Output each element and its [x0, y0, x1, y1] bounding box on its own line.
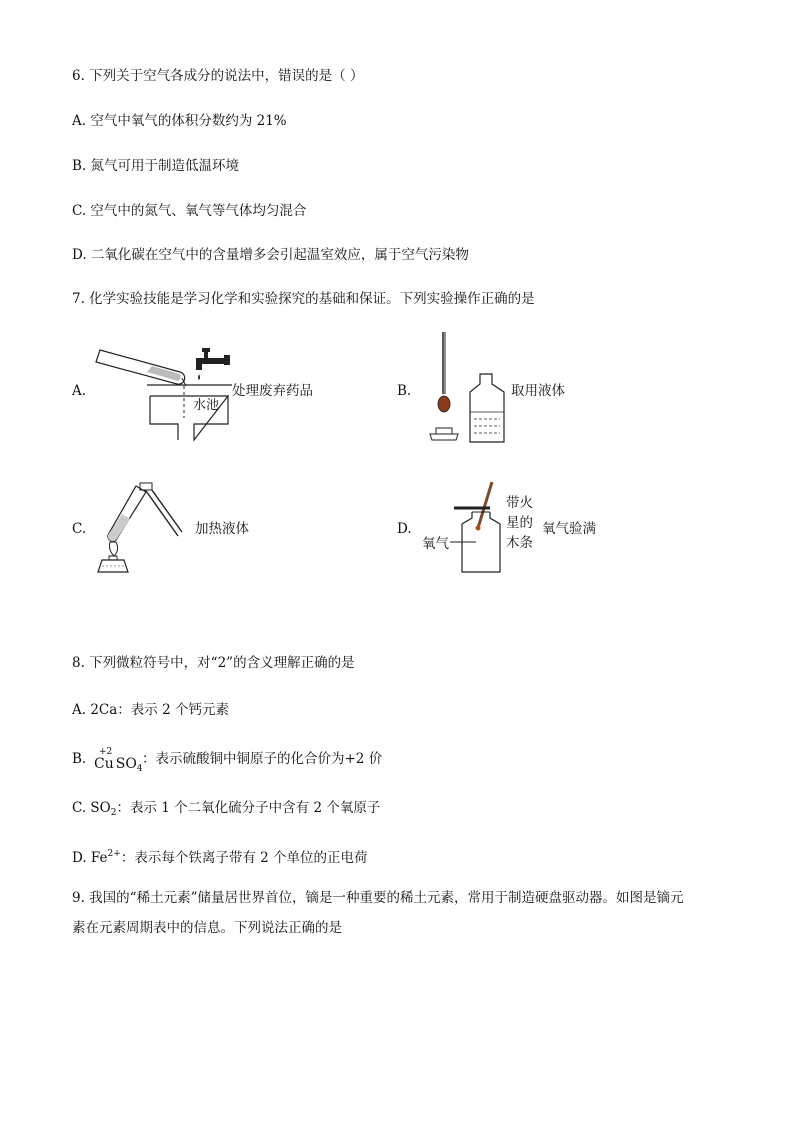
q7-a-sink-label: 水池 — [193, 398, 220, 413]
formula-cu: Cu — [94, 756, 114, 772]
q8-option-d — [72, 845, 368, 867]
q8-b-letter: B. — [72, 751, 87, 767]
q8-option-c — [72, 799, 380, 822]
q7-d-stick-label-1: 带火 — [506, 495, 533, 511]
q7-d-letter: D. — [397, 521, 412, 537]
q7-c-letter: C. — [72, 521, 87, 537]
q6-option-c: C. 空气中的氮气、氧气等气体均匀混合 — [72, 203, 307, 219]
q8-d-pre: D. Fe — [72, 850, 108, 866]
q7-d-caption: 氧气验满 — [542, 521, 596, 537]
reagent-bottle-icon — [470, 374, 504, 442]
sink-icon — [147, 385, 232, 440]
q8-c-pre: C. SO — [72, 800, 111, 816]
q7-d-stick-label-3: 木条 — [506, 535, 533, 551]
q7-a-figure — [92, 338, 242, 448]
formula-so: SO — [115, 756, 137, 772]
test-tube-icon — [96, 350, 186, 386]
q6-option-d: D. 二氧化碳在空气中的含量增多会引起温室效应，属于空气污染物 — [72, 247, 469, 263]
q8-d-post: ：表示每个铁离子带有 2 个单位的正电荷 — [120, 850, 368, 866]
gas-collecting-bottle-icon — [454, 508, 500, 572]
test-tube-icon — [108, 486, 146, 541]
q7-b-caption: 取用液体 — [511, 383, 565, 399]
cuso4-formula — [94, 747, 144, 775]
bottle-stopper-icon — [430, 428, 458, 440]
q6-stem: 6. 下列关于空气各成分的说法中，错误的是（ ） — [72, 68, 364, 84]
q6-option-b: B. 氮气可用于制造低温环境 — [72, 158, 240, 174]
q9-line-1: 9. 我国的“稀土元素”储量居世界首位，镝是一种重要的稀土元素，常用于制造硬盘驱动器。如图是镝元 — [72, 890, 684, 906]
q7-c-figure — [94, 480, 189, 575]
wooden-stick-icon — [476, 482, 493, 531]
q7-c-caption: 加热液体 — [195, 521, 249, 537]
test-tube-holder-icon — [140, 483, 182, 536]
q8-stem: 8. 下列微粒符号中，对“2”的含义理解正确的是 — [72, 655, 355, 671]
q6-option-a: A. 空气中氧气的体积分数约为 21% — [72, 113, 287, 129]
q8-b-text: ：表示硫酸铜中铜原子的化合价为+2 价 — [142, 751, 383, 767]
q8-option-a: A. 2Ca：表示 2 个钙元素 — [72, 702, 229, 718]
dropper-icon — [438, 332, 450, 412]
alcohol-lamp-icon — [98, 542, 128, 572]
q7-a-letter: A. — [72, 383, 87, 399]
q8-c-sub: 2 — [110, 808, 117, 818]
q8-d-sup: 2+ — [107, 849, 121, 859]
q9-line-2: 素在元素周期表中的信息。下列说法正确的是 — [72, 920, 342, 936]
q8-c-post: ：表示 1 个二氧化硫分子中含有 2 个氧原子 — [116, 800, 381, 816]
q7-stem: 7. 化学实验技能是学习化学和实验探究的基础和保证。下列实验操作正确的是 — [72, 291, 535, 307]
q7-d-stick-label-2: 星的 — [506, 515, 533, 531]
formula-subscript: 4 — [136, 764, 143, 774]
q7-b-letter: B. — [397, 383, 412, 399]
q7-d-figure — [450, 478, 510, 574]
q7-b-figure — [420, 330, 515, 445]
valence-mark: +2 — [99, 747, 113, 757]
q7-a-caption: 处理废弃药品 — [232, 383, 313, 399]
q7-d-gas-label: 氧气 — [422, 536, 449, 552]
faucet-icon — [196, 348, 230, 380]
